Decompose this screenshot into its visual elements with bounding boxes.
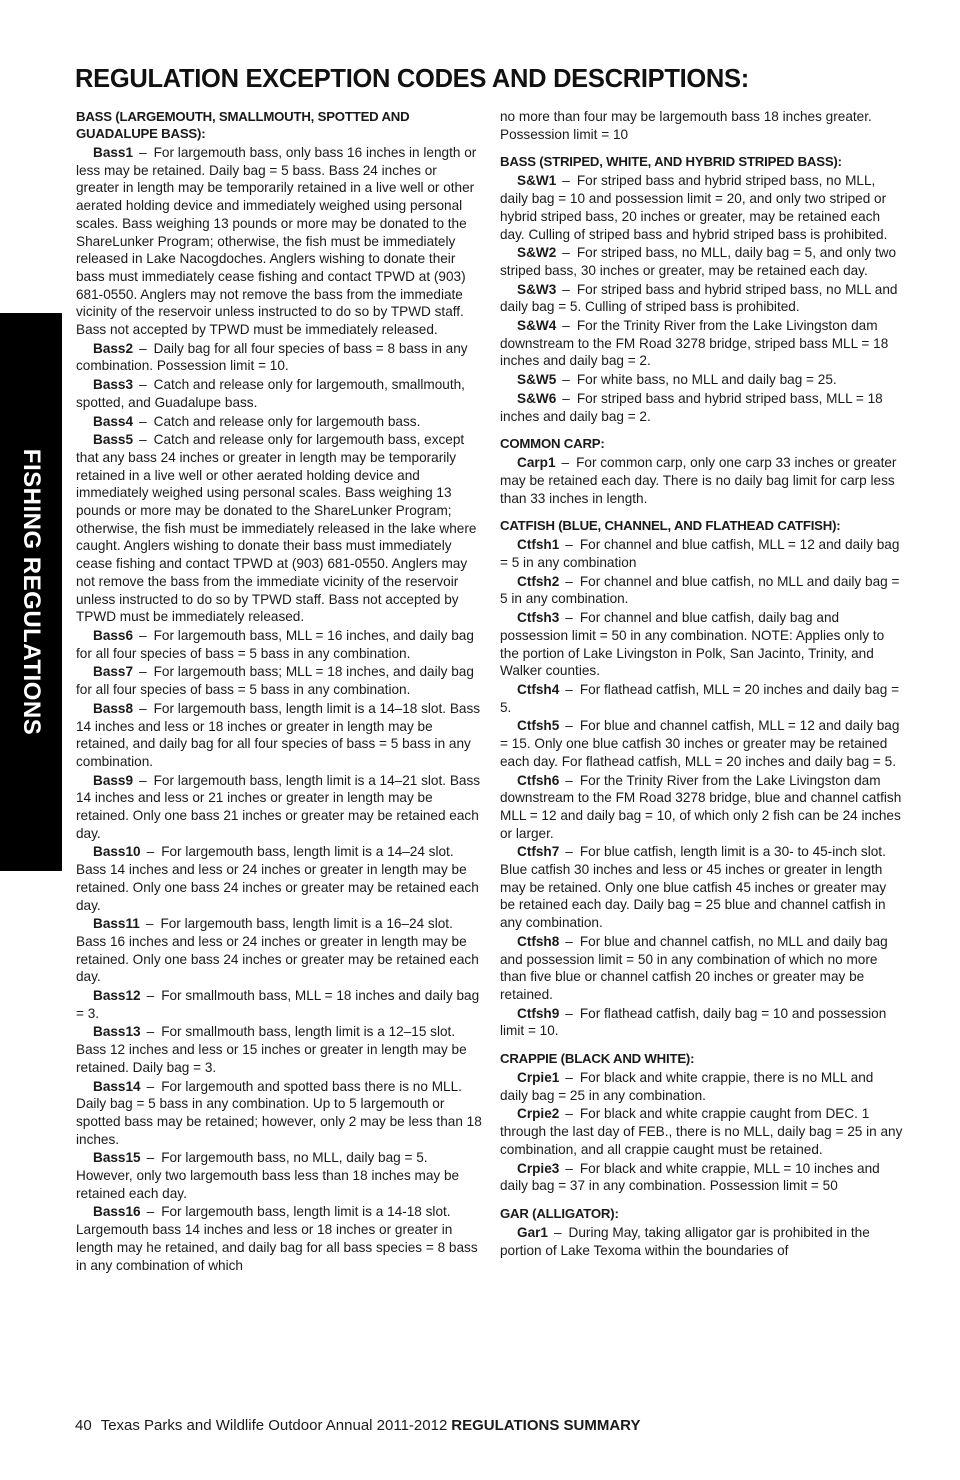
regulation-text: Daily bag for all four species of bass = 8 bass in any combination. Possession limit = 10. — [76, 340, 468, 374]
striped-bass-section — [500, 153, 905, 425]
regulation-text: Catch and release only for largemouth bass. — [153, 413, 421, 429]
regulation-text: For flathead catfish, daily bag = 10 and possession limit = 10. — [500, 1005, 887, 1039]
regulation-text: For black and white crappie, MLL = 10 inches and daily bag = 37 in any combination. Possession limit = 50 — [500, 1160, 880, 1194]
regulation-code: S&W4 — [517, 318, 557, 334]
regulation-entry: Ctfsh5 – For blue and channel catfish, MLL = 12 and daily bag = 15. Only one blue catfish 30 inches or greater may be retained each day. For flathead catfish, MLL = 20 inches and daily bag = 5. — [500, 718, 900, 769]
regulation-code: Bass12 — [93, 988, 141, 1004]
regulation-entry: Ctfsh8 – For blue and channel catfish, no MLL and daily bag and possession limit = 50 in any combination of which no more than five blue or channel catfish 20 inches or greater may be retained. — [500, 933, 888, 1002]
regulation-text: For largemouth bass, MLL = 16 inches, and daily bag for all four species of bass = 5 bass in any combination. — [76, 627, 474, 661]
regulation-text: For striped bass and hybrid striped bass, no MLL, daily bag = 10 and possession limit = 20, and only two striped or hybrid striped bass, 20 inches or greater, may be retained each day. Culling of striped bass and hybrid striped bass is prohibited. — [500, 173, 888, 242]
regulation-text: For channel and blue catfish, MLL = 12 and daily bag = 5 in any combination — [500, 537, 900, 571]
regulation-code: Bass1 — [93, 145, 134, 160]
regulation-entry: Ctfsh1 – For channel and blue catfish, MLL = 12 and daily bag = 5 in any combination — [500, 537, 900, 571]
regulation-code: Bass9 — [93, 772, 134, 788]
regulation-text: For the Trinity River from the Lake Livingston dam downstream to the FM Road 3278 bridge, striped bass MLL = 18 inches and daily bag = 2. — [500, 318, 889, 369]
crappie-entries — [500, 1069, 905, 1195]
regulation-code: Bass7 — [93, 664, 134, 680]
regulation-entry: S&W1 – For striped bass and hybrid striped bass, no MLL, daily bag = 10 and possession limit = 20, and only two striped or hybrid striped bass, 20 inches or greater, may be retained each day. Culling of striped bass and hybrid striped bass is prohibited. — [500, 173, 888, 242]
regulation-code: Ctfsh2 — [517, 573, 560, 589]
regulation-text: For largemouth bass, no MLL, daily bag = 5. However, only two largemouth bass less than 18 inches may be retained each day. — [76, 1150, 460, 1201]
regulation-code: Gar1 — [517, 1224, 548, 1240]
gar-section — [500, 1205, 905, 1259]
section-heading: BASS (LARGEMOUTH, SMALLMOUTH, SPOTTED AND GUADALUPE BASS): — [76, 109, 410, 141]
gar-entries — [500, 1224, 905, 1259]
regulation-text: For black and white crappie, there is no MLL and daily bag = 25 in any combination. — [500, 1070, 874, 1103]
regulation-code: Ctfsh4 — [517, 681, 560, 697]
crappie-section — [500, 1050, 905, 1195]
regulation-code: Ctfsh7 — [517, 844, 560, 860]
carp-section — [500, 435, 905, 507]
footer-section-name: REGULATIONS SUMMARY — [451, 1417, 641, 1434]
regulation-text: For channel and blue catfish, daily bag and possession limit = 50 in any combination. NOTE: Applies only to the portion of Lake Livingston in Polk, San Jacinto, Trinity, and Walker counties. — [500, 610, 885, 679]
regulation-entry: Bass16 – For largemouth bass, length limit is a 14-18 slot. Largemouth bass 14 inches and less or 18 inches or greater in length may he retained, and daily bag for all bass species = 8 bass in any combination of which — [76, 1204, 478, 1273]
regulation-text: For largemouth bass, length limit is a 14–18 slot. Bass 14 inches and less or 18 inches or greater in length may be retained, and daily bag for all four species of bass = 5 bass in any combination. — [76, 700, 481, 769]
regulation-entry: Bass8 – For largemouth bass, length limit is a 14–18 slot. Bass 14 inches and less or 18 inches or greater in length may be retained, and daily bag for all four species of bass = 5 bass in any combination. — [76, 700, 481, 769]
regulation-entry: Bass14 – For largemouth and spotted bass there is no MLL. Daily bag = 5 bass in any combination. Up to 5 largemouth or spotted bass may be retained; however, only 2 may be less than 18 inches. — [76, 1078, 482, 1147]
left-column — [76, 108, 482, 1275]
regulation-code: S&W5 — [517, 372, 557, 388]
page-footer — [75, 1417, 640, 1435]
regulation-code: Ctfsh3 — [517, 610, 560, 626]
regulation-entry: Bass10 – For largemouth bass, length limit is a 14–24 slot. Bass 14 inches and less or 24 inches or greater in length may be retained. Only one bass 24 inches or greater may be retained each day. — [76, 844, 479, 913]
regulation-entry: Crpie2 – For black and white crappie caught from DEC. 1 through the last day of FEB., there is no MLL, daily bag = 25 in any combination, and all crappie caught must be retained. — [500, 1106, 903, 1157]
regulation-code: Bass8 — [93, 700, 134, 716]
regulation-code: Bass16 — [93, 1204, 141, 1220]
regulation-code: Bass4 — [93, 413, 134, 429]
bass-continued-text: no more than four may be largemouth bass 18 inches greater. Possession limit = 10 — [500, 109, 872, 142]
regulation-code: Bass2 — [93, 340, 134, 356]
regulation-entry: S&W2 – For striped bass, no MLL, daily bag = 5, and only two striped bass, 30 inches or greater, may be retained each day. — [500, 245, 897, 278]
regulation-entry: Bass1 – For largemouth bass, only bass 16 inches in length or less may be retained. Daily bag = 5 bass. Bass 24 inches or greater in length may be temporarily retained in a live well or other aerated holding device and immediately weighed using personal scales. Bass weighing 13 pounds or more may be donated to the ShareLunker Program; otherwise, the fish must be immediately released in Lake Nacogdoches. Anglers wishing to donate their bass must immediately cease fishing and contact TPWD at (903) 681-0550. Anglers may not remove the bass from the immediate vicinity of the reservoir unless instructed to do so by TPWD staff. Bass not accepted by TPWD must be immediately released. — [76, 145, 477, 338]
regulation-entry: Ctfsh7 – For blue catfish, length limit is a 30- to 45-inch slot. Blue catfish 30 inches and less or 45 inches or greater in length may be retained. Only one blue catfish 45 inches or greater may be retained each day. Daily bag = 25 blue and channel catfish in any combination. — [500, 844, 887, 931]
regulation-entry: Crpie3 – For black and white crappie, MLL = 10 inches and daily bag = 37 in any combination. Possession limit = 50 — [500, 1160, 880, 1194]
regulation-code: Bass13 — [93, 1024, 141, 1040]
regulation-text: For largemouth bass, length limit is a 14-18 slot. Largemouth bass 14 inches and less or 18 inches or greater in length may he retained, and daily bag for all bass species = 8 bass in any combination of which — [76, 1204, 478, 1273]
regulation-text: Catch and release only for largemouth bass, except that any bass 24 inches or greater in length may be temporarily retained in a live well or other aerated holding device and immediately weighed using personal scales. Bass weighing 13 pounds or more may be donated to the ShareLunker Program; otherwise, the fish must be immediately released in the lake where caught. Anglers wishing to donate their bass must immediately cease fishing and contact TPWD at (903) 681-0550. Anglers may not remove the bass from the immediate vicinity of the reservoir unless instructed to do so by TPWD staff. Bass not accepted by TPWD must be immediately released. — [76, 432, 477, 625]
catfish-section — [500, 517, 905, 1040]
regulation-entry: Ctfsh4 – For flathead catfish, MLL = 20 inches and daily bag = 5. — [500, 681, 900, 715]
regulation-text: For largemouth bass; MLL = 18 inches, and daily bag for all four species of bass = 5 bass in any combination. — [76, 664, 474, 698]
regulation-text: For white bass, no MLL and daily bag = 25. — [576, 372, 837, 388]
regulation-entry: Ctfsh3 – For channel and blue catfish, daily bag and possession limit = 50 in any combination. NOTE: Applies only to the portion of Lake Livingston in Polk, San Jacinto, Trinity, and Walker counties. — [500, 610, 885, 679]
page-number: 40 — [75, 1417, 92, 1434]
regulation-code: Ctfsh6 — [517, 772, 560, 788]
regulation-code: S&W2 — [517, 245, 557, 261]
regulation-code: Bass6 — [93, 627, 134, 643]
regulation-code: Ctfsh8 — [517, 933, 560, 949]
regulation-text: For striped bass and hybrid striped bass, MLL = 18 inches and daily bag = 2. — [500, 390, 883, 424]
regulation-entry: S&W5 – For white bass, no MLL and daily bag = 25. — [517, 372, 837, 388]
regulation-text: For the Trinity River from the Lake Livingston dam downstream to the FM Road 3278 bridge, blue and channel catfish MLL = 12 and daily bag = 10, of which only 2 fish can be 24 inches or larger. — [500, 772, 902, 841]
regulation-code: Ctfsh1 — [517, 537, 560, 553]
regulation-entry: Bass4 – Catch and release only for largemouth bass. — [93, 413, 421, 429]
regulation-code: S&W6 — [517, 390, 557, 406]
regulation-code: Ctfsh5 — [517, 718, 560, 734]
regulation-text: For striped bass and hybrid striped bass, no MLL and daily bag = 5. Culling of striped bass is prohibited. — [500, 281, 898, 315]
regulation-text: For blue catfish, length limit is a 30- to 45-inch slot. Blue catfish 30 inches and less or 45 inches or greater in length may be retained. Only one blue catfish 45 inches or greater may be retained each day. Daily bag = 25 blue and channel catfish in any combination. — [500, 844, 887, 931]
side-tab-label: FISHING REGULATIONS — [18, 448, 45, 736]
regulation-code: Bass3 — [93, 377, 134, 393]
regulation-entry: Bass6 – For largemouth bass, MLL = 16 inches, and daily bag for all four species of bass = 5 bass in any combination. — [76, 627, 474, 661]
publication-name: Texas Parks and Wildlife Outdoor Annual 2011-2012 — [100, 1417, 448, 1434]
regulation-entry: Bass9 – For largemouth bass, length limit is a 14–21 slot. Bass 14 inches and less or 21 inches or greater in length may be retained. Only one bass 21 inches or greater may be retained each day. — [76, 772, 481, 841]
regulation-text: For smallmouth bass, MLL = 18 inches and daily bag = 3. — [76, 988, 480, 1021]
regulation-text: For largemouth bass, length limit is a 14–21 slot. Bass 14 inches and less or 21 inches or greater in length may be retained. Only one bass 21 inches or greater may be retained each day. — [76, 772, 481, 841]
section-heading: CATFISH (BLUE, CHANNEL, AND FLATHEAD CATFISH): — [500, 518, 841, 534]
regulation-text: For largemouth bass, only bass 16 inches in length or less may be retained. Daily bag = 5 bass. Bass 24 inches or greater in length may be temporarily retained in a live well or other aerated holding device and immediately weighed using personal scales. Bass weighing 13 pounds or more may be donated to the ShareLunker Program; otherwise, the fish must be immediately released in Lake Nacogdoches. Anglers wishing to donate their bass must immediately cease fishing and contact TPWD at (903) 681-0550. Anglers may not remove the bass from the immediate vicinity of the reservoir unless instructed to do so by TPWD staff. Bass not accepted by TPWD must be immediately released. — [76, 145, 477, 338]
regulation-entry: S&W6 – For striped bass and hybrid striped bass, MLL = 18 inches and daily bag = 2. — [500, 390, 883, 424]
regulation-text: Catch and release only for largemouth, smallmouth, spotted, and Guadalupe bass. — [76, 377, 465, 410]
side-section-tab — [0, 313, 62, 871]
regulation-code: Bass14 — [93, 1078, 141, 1094]
regulation-entry: Bass2 – Daily bag for all four species of bass = 8 bass in any combination. Possession limit = 10. — [76, 340, 468, 374]
section-heading: GAR (ALLIGATOR): — [500, 1205, 619, 1221]
regulation-code: Carp1 — [517, 455, 556, 471]
regulation-code: S&W3 — [517, 281, 557, 297]
regulation-text: For common carp, only one carp 33 inches or greater may be retained each day. There is no daily bag limit for carp less than 33 inches in length. — [500, 455, 897, 506]
regulation-entry: Gar1 – During May, taking alligator gar is prohibited in the portion of Lake Texoma within the boundaries of — [500, 1224, 870, 1258]
regulation-entry: S&W4 – For the Trinity River from the Lake Livingston dam downstream to the FM Road 3278 bridge, striped bass MLL = 18 inches and daily bag = 2. — [500, 318, 889, 369]
bass-section — [76, 108, 482, 1274]
page-title: REGULATION EXCEPTION CODES AND DESCRIPTIONS: — [75, 65, 749, 93]
regulation-code: Bass5 — [93, 432, 134, 448]
regulation-entry: Ctfsh2 – For channel and blue catfish, no MLL and daily bag = 5 in any combination. — [500, 573, 900, 607]
regulation-text: For largemouth and spotted bass there is no MLL. Daily bag = 5 bass in any combination. Up to 5 largemouth or spotted bass may be retained; however, only 2 may be less than 18 inches. — [76, 1078, 482, 1147]
regulation-code: Bass11 — [93, 916, 140, 932]
catfish-entries — [500, 536, 905, 1040]
regulation-code: Bass15 — [93, 1150, 141, 1166]
regulation-entry: Ctfsh9 – For flathead catfish, daily bag = 10 and possession limit = 10. — [500, 1005, 887, 1039]
regulation-code: Ctfsh9 — [517, 1005, 560, 1021]
regulation-entry: Carp1 – For common carp, only one carp 33 inches or greater may be retained each day. There is no daily bag limit for carp less than 33 inches in length. — [500, 455, 897, 506]
regulation-code: Crpie1 — [517, 1070, 560, 1086]
regulation-text: During May, taking alligator gar is prohibited in the portion of Lake Texoma within the boundaries of — [500, 1224, 870, 1258]
regulation-entry: S&W3 – For striped bass and hybrid striped bass, no MLL and daily bag = 5. Culling of striped bass is prohibited. — [500, 281, 898, 315]
section-heading: COMMON CARP: — [500, 436, 605, 452]
regulation-text: For blue and channel catfish, no MLL and daily bag and possession limit = 50 in any combination of which no more than five blue or channel catfish 20 inches or greater may be retained. — [500, 933, 888, 1002]
regulation-entry: Bass11 – For largemouth bass, length limit is a 16–24 slot. Bass 16 inches and less or 24 inches or greater in length may be retained. Only one bass 24 inches or greater may be retained each day. — [76, 916, 479, 985]
regulation-entry: Bass5 – Catch and release only for largemouth bass, except that any bass 24 inches or greater in length may be temporarily retained in a live well or other aerated holding device and immediately weighed using personal scales. Bass weighing 13 pounds or more may be donated to the ShareLunker Program; otherwise, the fish must be immediately released in the lake where caught. Anglers wishing to donate their bass must immediately cease fishing and contact TPWD at (903) 681-0550. Anglers may not remove the bass from the immediate vicinity of the reservoir unless instructed to do so by TPWD staff. Bass not accepted by TPWD must be immediately released. — [76, 432, 477, 625]
regulation-entry: Crpie1 – For black and white crappie, there is no MLL and daily bag = 25 in any combination. — [500, 1070, 874, 1103]
right-column — [500, 108, 905, 1260]
regulation-text: For largemouth bass, length limit is a 16–24 slot. Bass 16 inches and less or 24 inches or greater in length may be retained. Only one bass 24 inches or greater may be retained each day. — [76, 916, 479, 985]
regulation-text: For largemouth bass, length limit is a 14–24 slot. Bass 14 inches and less or 24 inches or greater in length may be retained. Only one bass 24 inches or greater may be retained each day. — [76, 844, 479, 913]
regulation-text: For blue and channel catfish, MLL = 12 and daily bag = 15. Only one blue catfish 30 inches or greater may be retained each day. For flathead catfish, MLL = 20 inches and daily bag = 5. — [500, 718, 900, 769]
regulation-text: For flathead catfish, MLL = 20 inches and daily bag = 5. — [500, 681, 900, 715]
regulation-text: For black and white crappie caught from DEC. 1 through the last day of FEB., there is no MLL, daily bag = 25 in any combination, and all crappie caught must be retained. — [500, 1106, 903, 1157]
section-heading: BASS (STRIPED, WHITE, AND HYBRID STRIPED BASS): — [500, 154, 842, 170]
bass-entries — [76, 144, 482, 1274]
regulation-code: Bass10 — [93, 844, 141, 860]
section-heading: CRAPPIE (BLACK AND WHITE): — [500, 1051, 695, 1067]
regulation-code: Crpie2 — [517, 1106, 560, 1122]
regulation-entry: Bass15 – For largemouth bass, no MLL, daily bag = 5. However, only two largemouth bass less than 18 inches may be retained each day. — [76, 1150, 460, 1201]
regulation-text: For smallmouth bass, length limit is a 12–15 slot. Bass 12 inches and less or 15 inches or greater in length may be retained. Daily bag = 3. — [76, 1024, 467, 1075]
regulation-text: For striped bass, no MLL, daily bag = 5, and only two striped bass, 30 inches or greater, may be retained each day. — [500, 245, 897, 278]
carp-entries — [500, 454, 905, 507]
regulation-entry: Bass3 – Catch and release only for largemouth, smallmouth, spotted, and Guadalupe bass. — [76, 377, 465, 410]
regulation-entry: Bass7 – For largemouth bass; MLL = 18 inches, and daily bag for all four species of bass = 5 bass in any combination. — [76, 664, 474, 698]
regulation-entry: Ctfsh6 – For the Trinity River from the Lake Livingston dam downstream to the FM Road 3278 bridge, blue and channel catfish MLL = 12 and daily bag = 10, of which only 2 fish can be 24 inches or larger. — [500, 772, 902, 841]
regulation-entry: Bass13 – For smallmouth bass, length limit is a 12–15 slot. Bass 12 inches and less or 15 inches or greater in length may be retained. Daily bag = 3. — [76, 1024, 467, 1075]
regulation-code: Crpie3 — [517, 1160, 560, 1176]
striped-bass-entries — [500, 172, 905, 425]
regulation-code: S&W1 — [517, 173, 557, 189]
regulation-text: For channel and blue catfish, no MLL and daily bag = 5 in any combination. — [500, 573, 900, 607]
regulation-entry: Bass12 – For smallmouth bass, MLL = 18 inches and daily bag = 3. — [76, 988, 480, 1021]
